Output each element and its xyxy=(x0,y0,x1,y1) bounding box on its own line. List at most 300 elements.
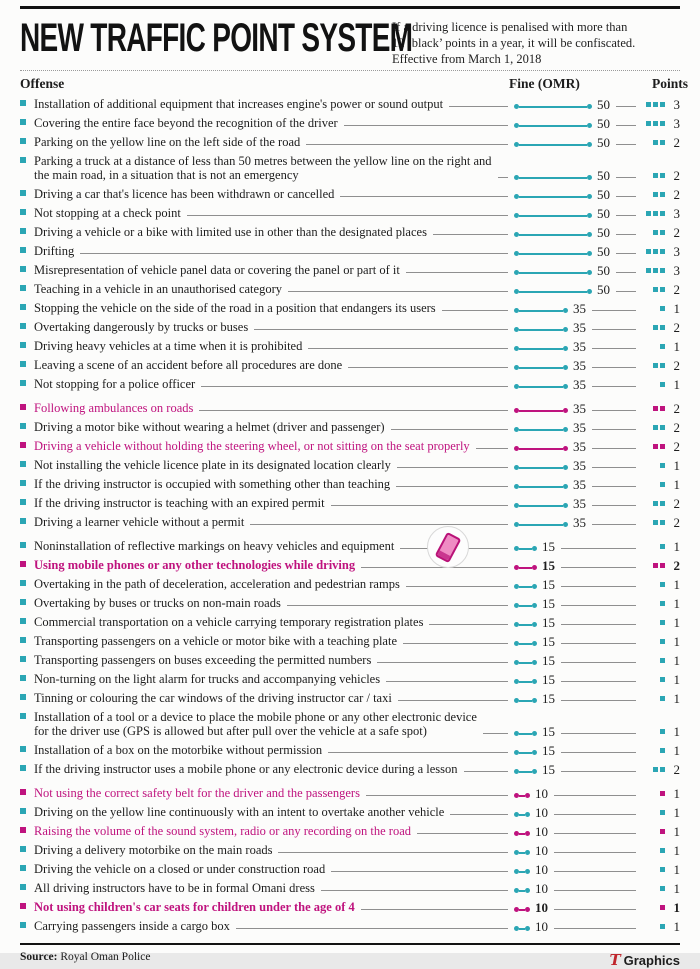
leader-line xyxy=(592,367,636,368)
points-value: 2 xyxy=(673,168,680,183)
table-row xyxy=(20,375,680,394)
bar-dot xyxy=(563,446,568,451)
square-bullet-icon xyxy=(20,480,26,486)
bar-line xyxy=(519,329,563,331)
points-value: 2 xyxy=(673,225,680,240)
points-value: 2 xyxy=(673,420,680,435)
bar-dot xyxy=(532,641,537,646)
bar-line xyxy=(519,486,563,488)
leader-line xyxy=(561,771,636,772)
offense-text: Not stopping at a check point xyxy=(34,206,181,220)
fine-bar xyxy=(514,327,568,332)
points-value: 1 xyxy=(673,843,680,858)
points-cell xyxy=(636,595,680,613)
offense-text: Parking on the yellow line on the left side of the road xyxy=(34,135,301,149)
leader-line xyxy=(366,795,508,796)
points-cell xyxy=(636,300,680,318)
offense-text: Non-turning on the light alarm for trucks and accompanying vehicles xyxy=(34,672,381,686)
table-row xyxy=(20,651,680,670)
fine-cell xyxy=(514,899,636,917)
point-square-icon xyxy=(660,582,665,587)
fine-cell xyxy=(514,319,636,337)
fine-bar xyxy=(514,232,592,237)
points-cell xyxy=(636,557,680,575)
points-cell xyxy=(636,842,680,860)
fine-value: 15 xyxy=(542,577,555,592)
table-row xyxy=(20,879,680,898)
point-square-icon xyxy=(653,192,658,197)
points-cell xyxy=(636,438,680,456)
square-bullet-icon xyxy=(20,865,26,871)
fine-bar xyxy=(514,384,568,389)
leader-line xyxy=(561,662,636,663)
points-value: 1 xyxy=(673,653,680,668)
leader-line xyxy=(554,795,636,796)
point-square-icon xyxy=(653,406,658,411)
table-row xyxy=(20,689,680,708)
points-cell xyxy=(636,761,680,779)
offense-text: Installation of additional equipment that increases engine's power or sound output xyxy=(34,97,444,111)
fine-cell xyxy=(514,880,636,898)
points-value: 1 xyxy=(673,539,680,554)
leader-line xyxy=(361,567,508,568)
bar-line xyxy=(519,643,532,645)
fine-value: 35 xyxy=(573,439,586,454)
fine-cell xyxy=(514,357,636,375)
table-row xyxy=(20,152,680,185)
points-value: 2 xyxy=(673,320,680,335)
point-square-icon xyxy=(653,501,658,506)
points-cell xyxy=(636,652,680,670)
fine-cell xyxy=(514,167,636,185)
brand-label: Graphics xyxy=(623,952,680,968)
offense-text: Driving a delivery motorbike on the main roads xyxy=(34,843,273,857)
points-value: 1 xyxy=(673,458,680,473)
header-note xyxy=(392,16,680,67)
bar-dot xyxy=(563,365,568,370)
offense-text: Parking a truck at a distance of less than 50 metres between the yellow line on the right and the main road, in a situation that is not an emergency xyxy=(34,154,492,182)
points-value: 2 xyxy=(673,439,680,454)
points-cell xyxy=(636,319,680,337)
points-value: 3 xyxy=(673,206,680,221)
fine-value: 15 xyxy=(542,596,555,611)
square-bullet-icon xyxy=(20,518,26,524)
bar-line xyxy=(519,524,563,526)
fine-cell xyxy=(514,723,636,741)
bar-line xyxy=(519,448,563,450)
leader-line xyxy=(344,125,508,126)
table-row xyxy=(20,95,680,114)
point-square-icon xyxy=(653,268,658,273)
points-cell xyxy=(636,785,680,803)
fine-cell xyxy=(514,652,636,670)
square-bullet-icon xyxy=(20,247,26,253)
fine-value: 50 xyxy=(597,97,610,112)
point-square-icon xyxy=(660,729,665,734)
fine-cell xyxy=(514,96,636,114)
square-bullet-icon xyxy=(20,404,26,410)
points-value: 2 xyxy=(673,515,680,530)
fine-value: 35 xyxy=(573,401,586,416)
bar-dot xyxy=(525,850,530,855)
point-square-icon xyxy=(646,268,651,273)
leader-line xyxy=(331,871,508,872)
title-wrap xyxy=(20,16,413,67)
offense-text: Commercial transportation on a vehicle carrying temporary registration plates xyxy=(34,615,424,629)
points-cell xyxy=(636,804,680,822)
bar-line xyxy=(519,605,532,607)
fine-value: 10 xyxy=(535,824,548,839)
fine-cell xyxy=(514,224,636,242)
point-square-icon xyxy=(653,767,658,772)
leader-line xyxy=(616,234,636,235)
bar-dot xyxy=(563,427,568,432)
bar-dot xyxy=(532,769,537,774)
leader-line xyxy=(306,144,508,145)
leader-line xyxy=(308,348,508,349)
bar-line xyxy=(519,586,532,588)
leader-line xyxy=(554,928,636,929)
leader-line xyxy=(199,410,508,411)
column-header-points: Points xyxy=(651,76,688,91)
square-bullet-icon xyxy=(20,903,26,909)
bar-line xyxy=(519,771,532,773)
points-cell xyxy=(636,671,680,689)
bar-line xyxy=(519,467,563,469)
table-row xyxy=(20,242,680,261)
points-cell xyxy=(636,476,680,494)
leader-line xyxy=(483,733,508,734)
fine-value: 15 xyxy=(542,724,555,739)
fine-bar xyxy=(514,769,537,774)
fine-cell xyxy=(514,538,636,556)
bar-dot xyxy=(532,546,537,551)
bar-line xyxy=(519,106,587,108)
table-row xyxy=(20,513,680,532)
points-cell xyxy=(636,419,680,437)
leader-line xyxy=(554,909,636,910)
leader-line xyxy=(287,605,508,606)
point-square-icon xyxy=(660,211,665,216)
leader-line xyxy=(391,429,508,430)
offense-table xyxy=(20,95,680,936)
point-square-icon xyxy=(646,102,651,107)
fine-cell xyxy=(514,205,636,223)
bar-line xyxy=(519,348,563,350)
leader-line xyxy=(561,586,636,587)
point-square-icon xyxy=(660,325,665,330)
fine-value: 50 xyxy=(597,206,610,221)
leader-line xyxy=(561,752,636,753)
square-bullet-icon xyxy=(20,285,26,291)
points-cell xyxy=(636,357,680,375)
bar-line xyxy=(519,310,563,312)
leader-line xyxy=(616,125,636,126)
points-cell xyxy=(636,918,680,936)
leader-line xyxy=(592,310,636,311)
fine-value: 15 xyxy=(542,743,555,758)
fine-cell xyxy=(514,514,636,532)
fine-cell xyxy=(514,476,636,494)
bar-dot xyxy=(587,232,592,237)
table-row xyxy=(20,760,680,779)
points-value: 1 xyxy=(673,634,680,649)
fine-cell xyxy=(514,918,636,936)
point-square-icon xyxy=(660,748,665,753)
point-square-icon xyxy=(660,268,665,273)
bar-line xyxy=(519,386,563,388)
fine-value: 50 xyxy=(597,282,610,297)
square-bullet-icon xyxy=(20,380,26,386)
fine-value: 15 xyxy=(542,762,555,777)
fine-cell xyxy=(514,457,636,475)
bar-line xyxy=(519,624,532,626)
points-cell xyxy=(636,633,680,651)
table-row xyxy=(20,185,680,204)
leader-line xyxy=(396,486,508,487)
points-value: 2 xyxy=(673,135,680,150)
fine-value: 10 xyxy=(535,786,548,801)
offense-text: Not using children's car seats for children under the age of 4 xyxy=(34,900,355,914)
points-value: 1 xyxy=(673,691,680,706)
square-bullet-icon xyxy=(20,599,26,605)
point-square-icon xyxy=(660,848,665,853)
point-square-icon xyxy=(660,563,665,568)
bar-dot xyxy=(587,270,592,275)
leader-line xyxy=(616,106,636,107)
offense-text: Not stopping for a police officer xyxy=(34,377,196,391)
fine-value: 50 xyxy=(597,244,610,259)
points-cell xyxy=(636,224,680,242)
bar-dot xyxy=(587,175,592,180)
points-value: 3 xyxy=(673,97,680,112)
fine-cell xyxy=(514,671,636,689)
leader-line xyxy=(442,310,508,311)
bar-line xyxy=(519,125,587,127)
fine-value: 35 xyxy=(573,477,586,492)
square-bullet-icon xyxy=(20,713,26,719)
fine-bar xyxy=(514,289,592,294)
point-square-icon xyxy=(660,501,665,506)
point-square-icon xyxy=(660,658,665,663)
leader-line xyxy=(398,700,508,701)
leader-line xyxy=(187,215,508,216)
point-square-icon xyxy=(660,867,665,872)
point-square-icon xyxy=(660,924,665,929)
fine-value: 10 xyxy=(535,862,548,877)
square-bullet-icon xyxy=(20,190,26,196)
offense-text: Driving a motor bike without wearing a helmet (driver and passenger) xyxy=(34,420,385,434)
points-value: 1 xyxy=(673,615,680,630)
fine-bar xyxy=(514,603,537,608)
points-value: 2 xyxy=(673,558,680,573)
fine-value: 35 xyxy=(573,320,586,335)
points-value: 2 xyxy=(673,762,680,777)
source-label: Source: xyxy=(20,951,58,963)
offense-text: Teaching in a vehicle in an unauthorised category xyxy=(34,282,282,296)
fine-value: 15 xyxy=(542,634,555,649)
points-cell xyxy=(636,186,680,204)
offense-text: Driving the vehicle on a closed or under construction road xyxy=(34,862,326,876)
offense-text: Driving a vehicle or a bike with limited use in other than the designated places xyxy=(34,225,427,239)
square-bullet-icon xyxy=(20,100,26,106)
leader-line xyxy=(498,177,508,178)
fine-bar xyxy=(514,484,568,489)
fine-value: 50 xyxy=(597,168,610,183)
table-row xyxy=(20,575,680,594)
note-line-2: 12 ‘black’ points in a year, it will be confiscated. xyxy=(392,36,636,50)
bar-line xyxy=(519,548,532,550)
points-cell xyxy=(636,457,680,475)
bar-line xyxy=(519,272,587,274)
bar-dot xyxy=(587,142,592,147)
points-value: 3 xyxy=(673,244,680,259)
leader-line xyxy=(450,814,508,815)
points-value: 2 xyxy=(673,496,680,511)
fine-value: 50 xyxy=(597,135,610,150)
point-square-icon xyxy=(660,306,665,311)
leader-line xyxy=(406,272,508,273)
square-bullet-icon xyxy=(20,675,26,681)
fine-bar xyxy=(514,142,592,147)
leader-line xyxy=(406,586,508,587)
fine-value: 50 xyxy=(597,187,610,202)
square-bullet-icon xyxy=(20,423,26,429)
bar-line xyxy=(519,752,532,754)
points-value: 3 xyxy=(673,116,680,131)
fine-value: 50 xyxy=(597,225,610,240)
points-cell xyxy=(636,134,680,152)
bar-line xyxy=(519,196,587,198)
point-square-icon xyxy=(646,249,651,254)
point-square-icon xyxy=(653,444,658,449)
fine-bar xyxy=(514,888,530,893)
table-row xyxy=(20,741,680,760)
points-value: 1 xyxy=(673,919,680,934)
points-cell xyxy=(636,281,680,299)
points-cell xyxy=(636,614,680,632)
leader-line xyxy=(554,890,636,891)
table-row xyxy=(20,437,680,456)
square-bullet-icon xyxy=(20,789,26,795)
offense-text: Installation of a box on the motorbike without permission xyxy=(34,743,323,757)
square-bullet-icon xyxy=(20,637,26,643)
fine-value: 15 xyxy=(542,615,555,630)
table-row xyxy=(20,114,680,133)
fine-bar xyxy=(514,660,537,665)
point-square-icon xyxy=(653,249,658,254)
leader-line xyxy=(561,548,636,549)
points-value: 2 xyxy=(673,282,680,297)
offense-text: Driving a car that's licence has been withdrawn or cancelled xyxy=(34,187,335,201)
bar-dot xyxy=(563,503,568,508)
square-bullet-icon xyxy=(20,922,26,928)
bar-dot xyxy=(587,213,592,218)
leader-line xyxy=(278,852,508,853)
table-row xyxy=(20,670,680,689)
points-value: 1 xyxy=(673,900,680,915)
offense-text: If the driving instructor uses a mobile phone or any electronic device during a lesson xyxy=(34,762,458,776)
bar-dot xyxy=(532,660,537,665)
leader-line xyxy=(592,524,636,525)
point-square-icon xyxy=(660,601,665,606)
note-line-3: Effective from March 1, 2018 xyxy=(392,52,542,66)
leader-line xyxy=(417,833,508,834)
table-row xyxy=(20,299,680,318)
point-square-icon xyxy=(660,482,665,487)
bar-dot xyxy=(525,831,530,836)
points-cell xyxy=(636,400,680,418)
fine-bar xyxy=(514,565,537,570)
points-value: 1 xyxy=(673,477,680,492)
fine-bar xyxy=(514,793,530,798)
leader-line xyxy=(554,852,636,853)
footer xyxy=(20,943,680,969)
leader-line xyxy=(592,348,636,349)
table-row xyxy=(20,337,680,356)
bar-dot xyxy=(525,888,530,893)
points-cell xyxy=(636,205,680,223)
bar-line xyxy=(519,215,587,217)
leader-line xyxy=(340,196,508,197)
leader-line xyxy=(250,524,508,525)
table-row xyxy=(20,708,680,741)
offense-text: Driving heavy vehicles at a time when it is prohibited xyxy=(34,339,303,353)
point-square-icon xyxy=(660,192,665,197)
leader-line xyxy=(616,177,636,178)
times-logo-icon: T xyxy=(609,951,621,969)
square-bullet-icon xyxy=(20,138,26,144)
fine-value: 10 xyxy=(535,843,548,858)
points-cell xyxy=(636,96,680,114)
square-bullet-icon xyxy=(20,561,26,567)
points-cell xyxy=(636,723,680,741)
leader-line xyxy=(80,253,508,254)
square-bullet-icon xyxy=(20,119,26,125)
point-square-icon xyxy=(660,406,665,411)
bar-line xyxy=(519,681,532,683)
fine-bar xyxy=(514,622,537,627)
leader-line xyxy=(592,329,636,330)
point-square-icon xyxy=(660,382,665,387)
points-value: 2 xyxy=(673,358,680,373)
bar-dot xyxy=(525,926,530,931)
table-row xyxy=(20,475,680,494)
points-value: 3 xyxy=(673,263,680,278)
leader-line xyxy=(616,272,636,273)
points-value: 1 xyxy=(673,672,680,687)
leader-line xyxy=(321,890,508,891)
bar-line xyxy=(519,144,587,146)
fine-cell xyxy=(514,576,636,594)
bar-dot xyxy=(525,793,530,798)
top-rule xyxy=(20,6,680,9)
fine-cell xyxy=(514,633,636,651)
bar-line xyxy=(519,662,532,664)
square-bullet-icon xyxy=(20,323,26,329)
points-cell xyxy=(636,167,680,185)
leader-line xyxy=(433,234,508,235)
bar-dot xyxy=(587,104,592,109)
fine-cell xyxy=(514,761,636,779)
table-row xyxy=(20,456,680,475)
point-square-icon xyxy=(660,463,665,468)
point-square-icon xyxy=(660,677,665,682)
point-square-icon xyxy=(660,121,665,126)
points-cell xyxy=(636,115,680,133)
points-cell xyxy=(636,338,680,356)
point-square-icon xyxy=(660,425,665,430)
